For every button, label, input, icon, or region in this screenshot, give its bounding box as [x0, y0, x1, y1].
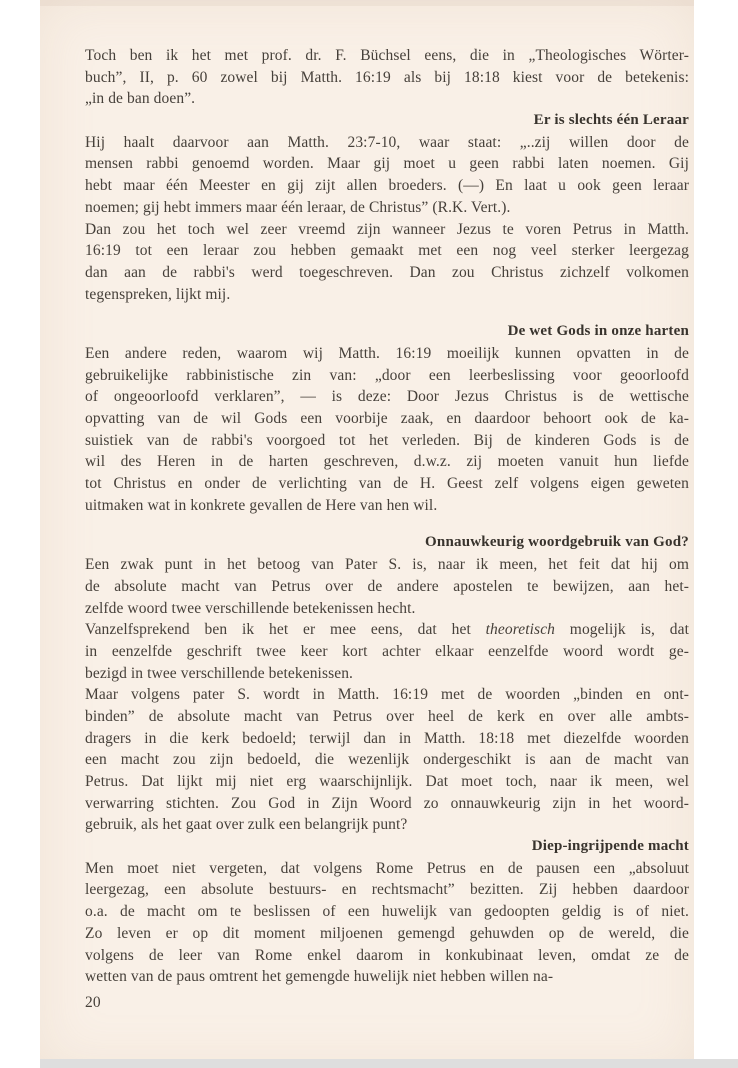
paragraph-line: volgens de leer van Rome enkel daarom in konkubinaat leven, omdat ze de [85, 946, 689, 964]
section-heading: De wet Gods in onze harten [507, 323, 689, 340]
paragraph-line: Hij haalt daarvoor aan Matth. 23:7-10, waar staat: „..zij willen door de [85, 133, 689, 151]
paragraph-line: een macht zou zijn bedoeld, die wezenlijk ondergeschikt is aan de macht van [85, 751, 689, 769]
paragraph [85, 45, 689, 110]
paragraph-line: dragers in die kerk bedoeld; terwijl dan in Matth. 18:18 met diezelfde woorden [85, 729, 689, 747]
paragraph [85, 684, 689, 836]
paragraph-line: tegenspreken, lijkt mij. [85, 285, 231, 303]
paragraph-line: buch”, II, p. 60 zowel bij Matth. 16:19 als bij 18:18 kiest voor de betekenis: [85, 68, 689, 86]
paper-page [40, 0, 694, 1068]
paragraph-line: gebruikelijke rabbinistische zin van: „door een leerbeslissing voor geoorloofd [85, 366, 689, 384]
paragraph-line: de absolute macht van Petrus over de andere apostelen te bewijzen, aan het- [85, 577, 689, 595]
paragraph-line: of ongeoorloofd verklaren”, — is deze: Door Jezus Christus is de wettische [85, 388, 689, 406]
section-heading: Diep-ingrijpende macht [531, 838, 689, 855]
scanner-bottom-band [40, 1059, 738, 1068]
paragraph-line: Men moet niet vergeten, dat volgens Rome Petrus en de pausen een „absoluut [85, 859, 689, 877]
paragraph-line: hebt maar één Meester en gij zijt allen broeders. (—) En laat u ook geen leraar [85, 177, 689, 195]
paragraph-line: wil des Heren in de harten geschreven, d.w.z. zij moeten vanuit hun liefde [85, 453, 689, 471]
paragraph-line: suistiek van de rabbi's voorgoed tot het verleden. Bij de kinderen Gods is de [85, 431, 689, 449]
paragraph-line: Zo leven er op dit moment miljoenen gemengd gehuwden op de wereld, die [85, 924, 689, 942]
paragraph-line: tot Christus en onder de verlichting van de H. Geest zelf volgens eigen geweten [85, 475, 689, 493]
paragraph [85, 219, 689, 306]
paragraph-line: wetten van de paus omtrent het gemengde huwelijk niet hebben willen na- [85, 968, 554, 986]
paragraph-line: leergezag, een absolute bestuurs- en rechtsmacht” bezitten. Zij hebben daardoor [85, 881, 689, 899]
paragraph-line: Petrus. Dat lijkt mij niet erg waarschijnlijk. Dat moet toch, naar ik meen, wel [85, 773, 689, 790]
page-number: 20 [85, 993, 101, 1011]
paragraph-line: mensen rabbi genoemd worden. Maar gij moet u geen rabbi laten noemen. Gij [85, 155, 689, 173]
paragraph-line: verwarring stichten. Zou God in Zijn Woord zo onnauwkeurig zijn in het woord- [85, 794, 689, 812]
section-heading: Er is slechts één Leraar [533, 112, 689, 129]
paragraph [85, 554, 689, 619]
paragraph-line: Dan zou het toch wel zeer vreemd zijn wanneer Jezus te voren Petrus in Matth. [85, 220, 689, 238]
paragraph-line: o.a. de macht om te beslissen of een huwelijk van gedoopten geldig is of niet. [85, 903, 689, 921]
paragraph-line: Toch ben ik het met prof. dr. F. Büchsel eens, die in „Theologisches Wörter- [85, 47, 689, 64]
paragraph-line: Maar volgens pater S. wordt in Matth. 16:19 met de woorden „binden en ont- [85, 686, 689, 704]
paragraph-line: in eenzelfde geschrift twee keer kort achter elkaar eenzelfde woord wordt ge- [85, 642, 689, 660]
paragraph-line: Vanzelfsprekend ben ik het er mee eens, dat het theoretisch mogelijk is, dat [85, 621, 689, 639]
section-heading: Onnauwkeurig woordgebruik van God? [425, 534, 689, 551]
paragraph-line: binden” de absolute macht van Petrus over heel de kerk en over alle ambts- [85, 707, 689, 725]
text-column [85, 45, 689, 1014]
paragraph-line: Een zwak punt in het betoog van Pater S. is, naar ik meen, het feit dat hij om [85, 556, 689, 574]
paragraph [85, 343, 689, 517]
paragraph [85, 132, 689, 219]
paragraph-line: Een andere reden, waarom wij Matth. 16:19 moeilijk kunnen opvatten in de [85, 344, 689, 362]
paragraph-line: uitmaken wat in konkrete gevallen de Here van hen wil. [85, 496, 438, 514]
paragraph-line: gebruik, als het gaat over zulk een belangrijk punt? [85, 816, 408, 834]
paragraph-line: dan aan de rabbi's werd toegeschreven. Dan zou Christus zichzelf volkomen [85, 263, 689, 281]
paragraph-line: opvatting van de wil Gods een voorbije zaak, en daardoor behoort ook de ka- [85, 410, 689, 427]
paragraph [85, 619, 689, 684]
paragraph-line: 16:19 tot een leraar zou hebben gemaakt met een nog veel sterker leergezag [85, 242, 689, 260]
paragraph-line: zelfde woord twee verschillende betekenissen hecht. [85, 599, 416, 617]
paragraph [85, 858, 689, 988]
paragraph-line: bezigd in twee verschillende betekenissen. [85, 664, 354, 682]
paragraph-line: noemen; gij hebt immers maar één leraar, de Christus” (R.K. Vert.). [85, 198, 511, 216]
paragraph-line: „in de ban doen”. [85, 90, 196, 108]
